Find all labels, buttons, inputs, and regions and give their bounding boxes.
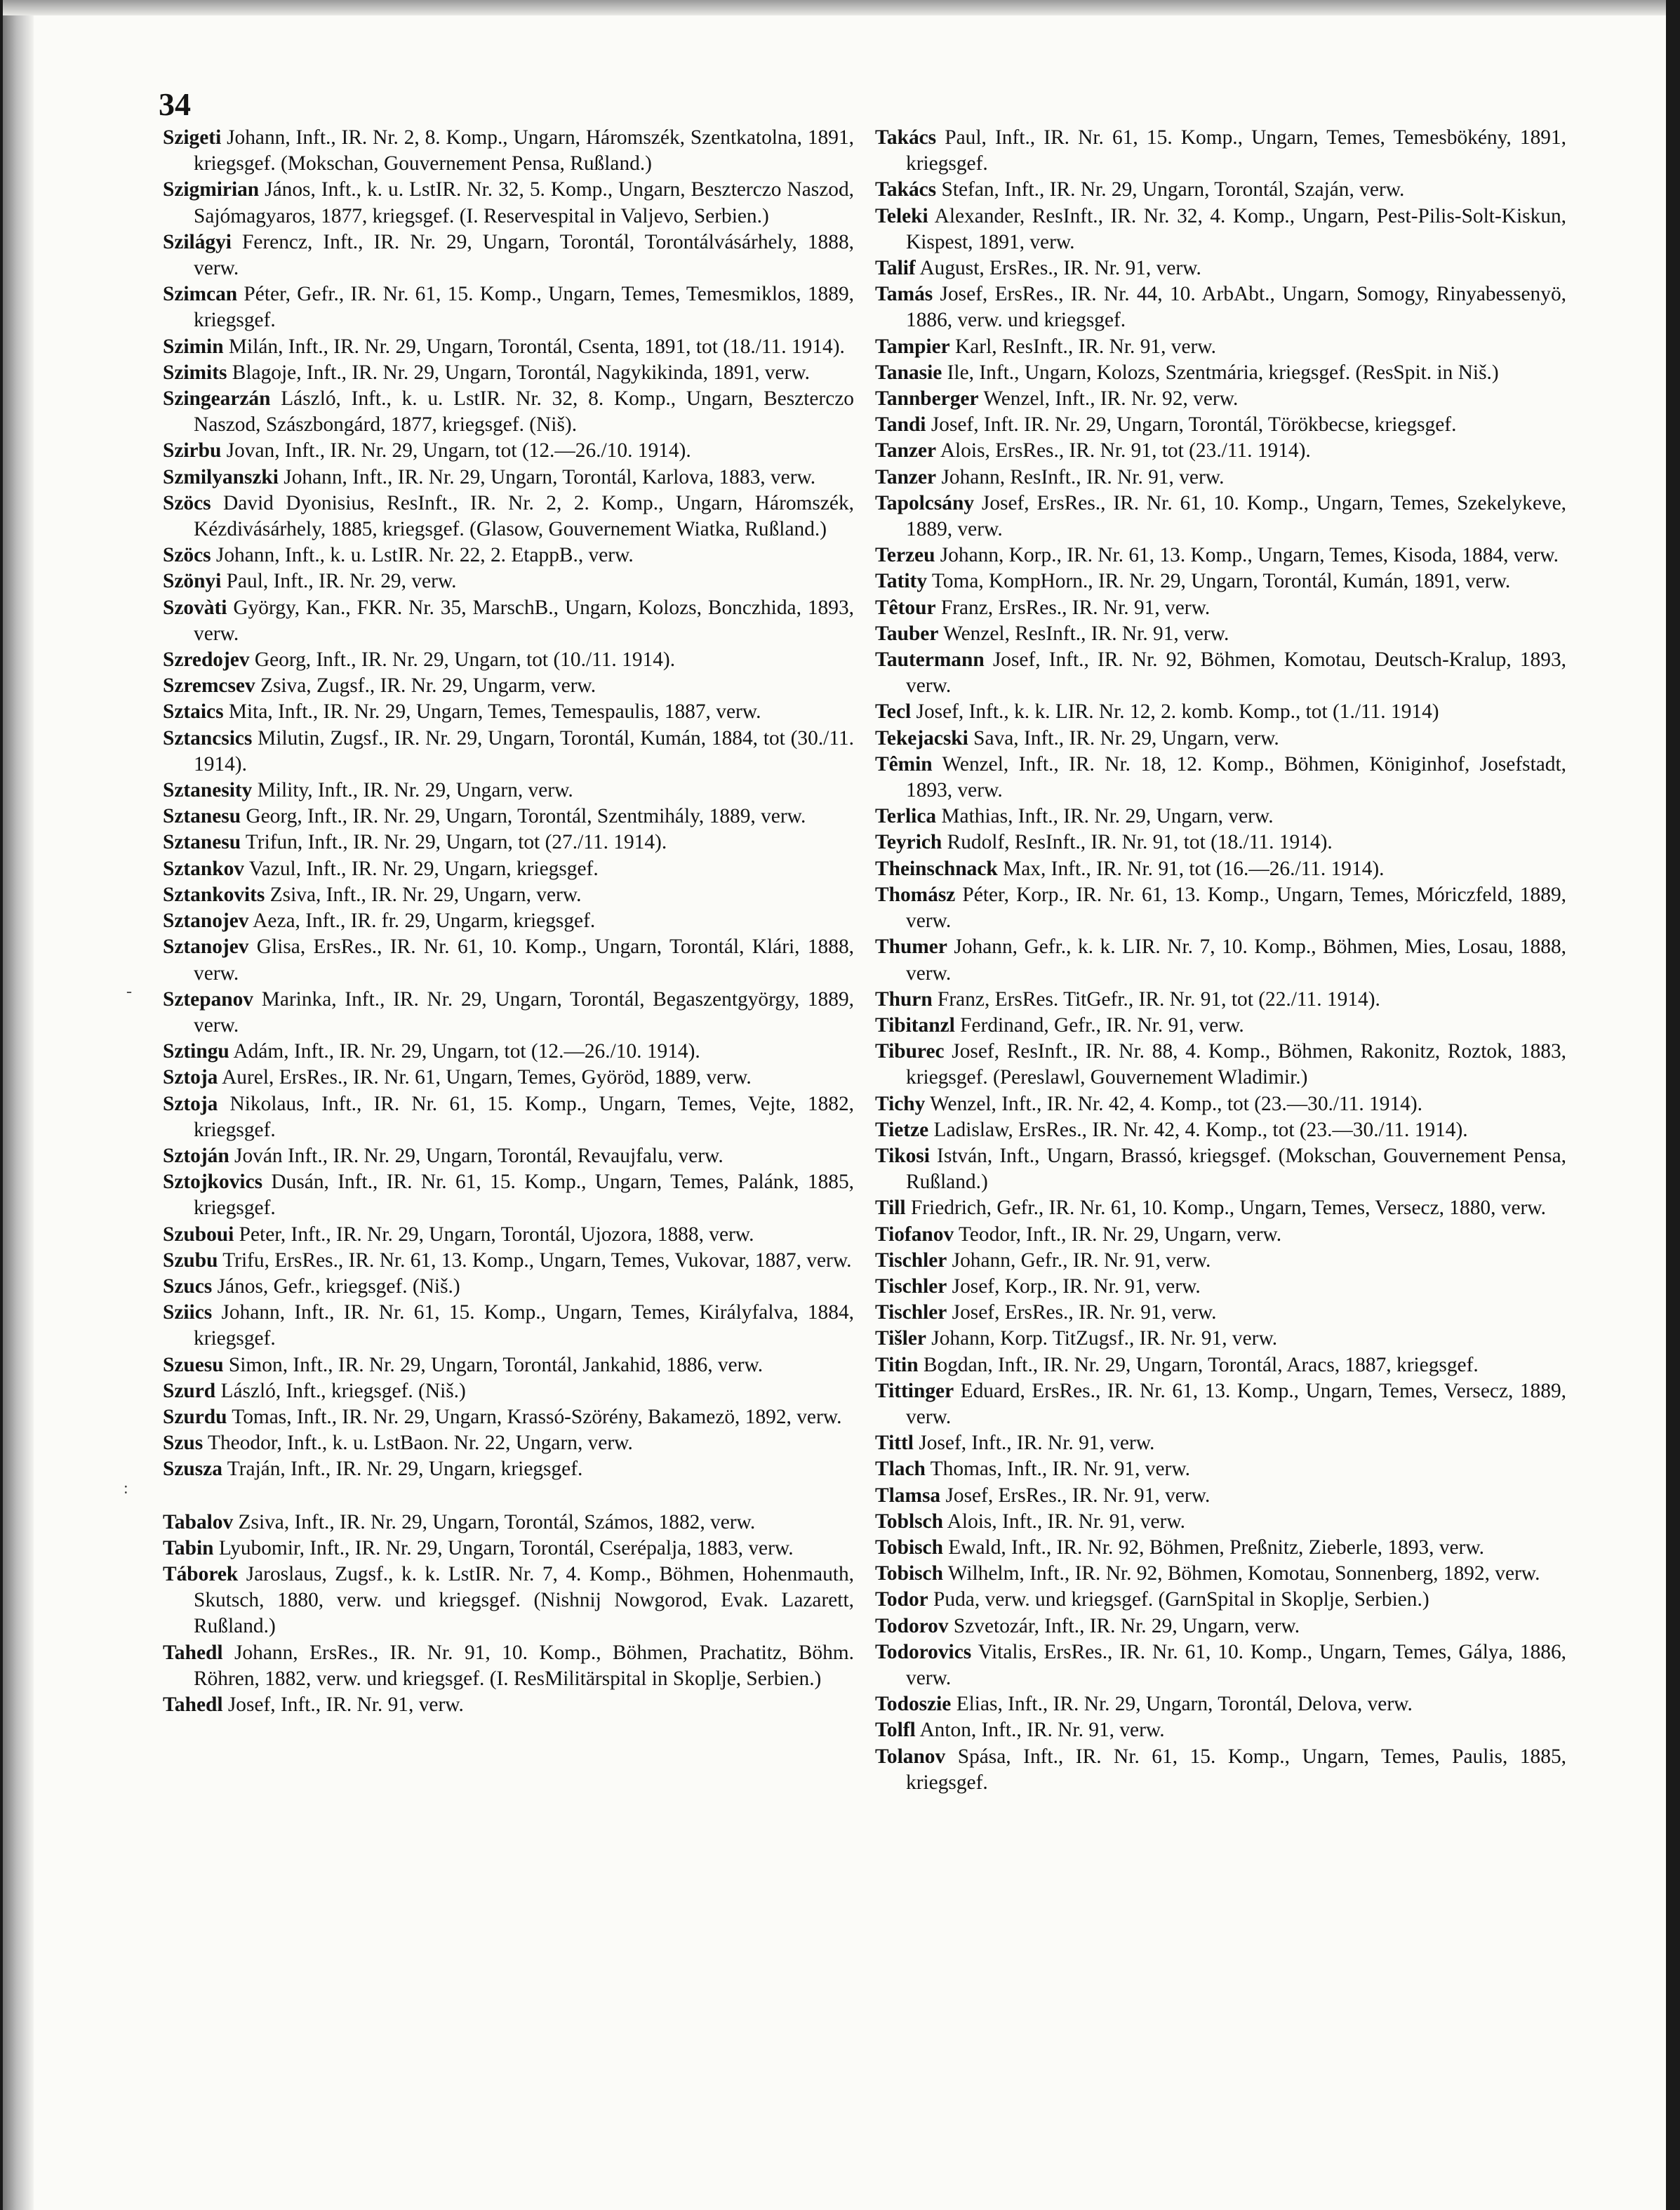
entry-details: Peter, Inft., IR. Nr. 29, Ungarn, Torontál, Ujozora, 1888, verw. xyxy=(234,1223,754,1246)
register-entry xyxy=(163,1640,854,1692)
register-entry xyxy=(875,1352,1566,1378)
register-entry xyxy=(875,699,1566,725)
entry-surname: Sztepanov xyxy=(163,987,254,1011)
register-entry xyxy=(875,412,1566,438)
entry-surname: Takács xyxy=(875,178,937,201)
register-entry xyxy=(875,1561,1566,1587)
entry-surname: Szusza xyxy=(163,1458,222,1481)
register-entry xyxy=(163,1456,854,1482)
left-column xyxy=(163,125,854,1718)
register-entry xyxy=(163,568,854,594)
entry-details: Tomas, Inft., IR. Nr. 29, Ungarn, Krassó-Szörény, Bakamezö, 1892, verw. xyxy=(227,1405,842,1428)
entry-details: György, Kan., FKR. Nr. 35, MarschB., Ungarn, Kolozs, Bonczhida, 1893, verw. xyxy=(194,596,854,645)
entry-details: Zsiva, Inft., IR. Nr. 29, Ungarn, Torontál, Számos, 1882, verw. xyxy=(233,1510,756,1533)
entry-details: Péter, Gefr., IR. Nr. 61, 15. Komp., Ungarn, Temes, Temesmiklos, 1889, kriegsgef. xyxy=(194,283,854,332)
entry-details: Jovan, Inft., IR. Nr. 29, Ungarn, tot (12.—26./10. 1914). xyxy=(221,439,691,462)
register-entry xyxy=(163,1352,854,1378)
register-entry xyxy=(163,934,854,986)
entry-surname: Titin xyxy=(875,1353,919,1376)
entry-details: Josef, ErsRes., IR. Nr. 61, 10. Komp., Ungarn, Temes, Szekelykeve, 1889, verw. xyxy=(906,491,1566,541)
entry-surname: Szubu xyxy=(163,1249,218,1272)
register-entry xyxy=(163,1430,854,1456)
entry-details: Alexander, ResInft., IR. Nr. 32, 4. Komp., Ungarn, Pest-Pilis-Solt-Kiskun, Kispest, 1891, verw. xyxy=(906,204,1566,253)
entry-details: Franz, ErsRes. TitGefr., IR. Nr. 91, tot (22./11. 1914). xyxy=(932,987,1380,1011)
entry-details: August, ErsRes., IR. Nr. 91, verw. xyxy=(915,257,1201,280)
register-entry xyxy=(875,934,1566,986)
register-entry xyxy=(163,125,854,177)
entry-details: Josef, ErsRes., IR. Nr. 91, verw. xyxy=(940,1484,1211,1507)
entry-details: Milutin, Zugsf., IR. Nr. 29, Ungarn, Torontál, Kumán, 1884, tot (30./11. 1914). xyxy=(194,726,854,776)
entry-surname: Szurdu xyxy=(163,1405,227,1428)
register-entry xyxy=(163,281,854,333)
register-entry xyxy=(163,1222,854,1248)
register-entry xyxy=(163,1510,854,1536)
register-entry xyxy=(875,1300,1566,1326)
entry-surname: Tanzer xyxy=(875,465,937,488)
entry-details: Josef, ErsRes., IR. Nr. 91, verw. xyxy=(947,1301,1217,1324)
entry-surname: Tischler xyxy=(875,1301,947,1324)
entry-details: Mita, Inft., IR. Nr. 29, Ungarn, Temes, Temespaulis, 1887, verw. xyxy=(223,700,761,724)
entry-surname: Tichy xyxy=(875,1092,926,1115)
entry-surname: Sztojkovics xyxy=(163,1171,263,1194)
entry-surname: Tittinger xyxy=(875,1379,954,1402)
entry-surname: Tahedl xyxy=(163,1641,223,1664)
entry-surname: Teyrich xyxy=(875,831,942,854)
scan-mark-dash: - xyxy=(126,983,132,1001)
entry-details: Aeza, Inft., IR. fr. 29, Ungarm, kriegsgef. xyxy=(248,910,596,933)
entry-surname: Szigeti xyxy=(163,126,222,149)
entry-surname: Tišler xyxy=(875,1327,926,1350)
entry-details: Teodor, Inft., IR. Nr. 29, Ungarn, verw. xyxy=(954,1223,1282,1246)
entry-surname: Sziics xyxy=(163,1301,213,1324)
entry-details: Friedrich, Gefr., IR. Nr. 61, 10. Komp., Ungarn, Temes, Versecz, 1880, verw. xyxy=(905,1197,1546,1220)
register-entry xyxy=(163,1300,854,1352)
register-entry xyxy=(875,1091,1566,1117)
entry-details: Georg, Inft., IR. Nr. 29, Ungarn, tot (10./11. 1914). xyxy=(249,648,676,672)
entry-details: Paul, Inft., IR. Nr. 61, 15. Komp., Ungarn, Temes, Temesbökény, 1891, kriegsgef. xyxy=(906,126,1566,175)
entry-surname: Tiburec xyxy=(875,1040,945,1063)
register-entry xyxy=(875,1378,1566,1430)
entry-details: Georg, Inft., IR. Nr. 29, Ungarn, Torontál, Szentmihály, 1889, verw. xyxy=(241,805,806,828)
register-entry xyxy=(163,673,854,699)
register-entry xyxy=(163,491,854,542)
register-entry xyxy=(163,726,854,778)
register-entry xyxy=(875,882,1566,934)
entry-details: Johann, Inft., k. u. LstIR. Nr. 22, 2. EtappB., verw. xyxy=(211,544,634,567)
entry-details: Szvetozár, Inft., IR. Nr. 29, Ungarn, verw. xyxy=(948,1614,1300,1637)
entry-details: Johann, Gefr., k. k. LIR. Nr. 7, 10. Komp., Böhmen, Mies, Losau, 1888, verw. xyxy=(906,936,1566,985)
entry-details: Elias, Inft., IR. Nr. 29, Ungarn, Torontál, Delova, verw. xyxy=(951,1693,1413,1716)
entry-surname: Szremcsev xyxy=(163,674,255,698)
register-entry xyxy=(163,1274,854,1300)
register-entry xyxy=(163,908,854,934)
register-entry xyxy=(875,1639,1566,1691)
entry-details: János, Inft., k. u. LstIR. Nr. 32, 5. Komp., Ungarn, Beszterczo Naszod, Sajómagyaros, 1877, kriegsgef. (I. Reservespital in Valjevo, Serbien.) xyxy=(194,178,854,227)
entry-surname: Szuesu xyxy=(163,1353,224,1376)
entry-surname: Szovàti xyxy=(163,596,227,619)
entry-surname: Tecl xyxy=(875,700,912,724)
entry-surname: Tannberger xyxy=(875,387,979,411)
entry-surname: Szuboui xyxy=(163,1223,234,1246)
register-entry xyxy=(875,804,1566,830)
entry-surname: Táborek xyxy=(163,1562,239,1585)
entry-surname: Têmin xyxy=(875,752,933,776)
entry-surname: Thomász xyxy=(875,883,956,906)
register-entry xyxy=(875,334,1566,360)
entry-details: Vitalis, ErsRes., IR. Nr. 61, 10. Komp., Ungarn, Temes, Gálya, 1886, verw. xyxy=(906,1640,1566,1689)
register-entry xyxy=(875,1613,1566,1639)
entry-surname: Sztankov xyxy=(163,857,244,880)
entry-surname: Toblsch xyxy=(875,1510,943,1533)
entry-details: Ladislaw, ErsRes., IR. Nr. 42, 4. Komp., tot (23.—30./11. 1914). xyxy=(928,1118,1468,1141)
entry-surname: Sztanojev xyxy=(163,936,249,959)
entry-details: Josef, ErsRes., IR. Nr. 44, 10. ArbAbt., Ungarn, Somogy, Rinyabessenyö, 1886, verw. und kriegsgef. xyxy=(906,283,1566,332)
entry-surname: Tiofanov xyxy=(875,1223,954,1246)
entry-surname: Tampier xyxy=(875,335,950,358)
register-entry xyxy=(163,386,854,438)
entry-details: Anton, Inft., IR. Nr. 91, verw. xyxy=(915,1719,1165,1742)
register-entry xyxy=(875,1326,1566,1352)
register-entry xyxy=(163,647,854,673)
entry-details: Wenzel, Inft., IR. Nr. 92, verw. xyxy=(978,387,1239,411)
register-entry xyxy=(163,699,854,725)
entry-surname: Thurn xyxy=(875,987,933,1011)
entry-surname: Todorov xyxy=(875,1614,949,1637)
register-entry xyxy=(163,1248,854,1274)
entry-surname: Terzeu xyxy=(875,544,935,567)
register-entry xyxy=(163,1692,854,1718)
entry-details: Jaroslaus, Zugsf., k. k. LstIR. Nr. 7, 4. Komp., Böhmen, Hohenmauth, Skutsch, 1880, verw. und kriegsgef. (Nishnij Nowgorod, Evak. Lazarett, Rußland.) xyxy=(194,1562,854,1638)
entry-details: Bogdan, Inft., IR. Nr. 29, Ungarn, Torontál, Aracs, 1887, kriegsgef. xyxy=(918,1353,1479,1376)
entry-surname: Sztanojev xyxy=(163,910,249,933)
entry-surname: Tischler xyxy=(875,1249,947,1272)
entry-details: Adám, Inft., IR. Nr. 29, Ungarn, tot (12.—26./10. 1914). xyxy=(229,1040,700,1063)
entry-details: Ferdinand, Gefr., IR. Nr. 91, verw. xyxy=(954,1013,1244,1037)
entry-surname: Tolfl xyxy=(875,1719,916,1742)
entry-details: Josef, Inft., IR. Nr. 92, Böhmen, Komotau, Deutsch-Kralup, 1893, verw. xyxy=(906,648,1566,698)
entry-surname: Tabalov xyxy=(163,1510,234,1533)
entry-details: Paul, Inft., IR. Nr. 29, verw. xyxy=(221,570,457,593)
register-entry xyxy=(875,1587,1566,1613)
register-entry xyxy=(875,830,1566,856)
entry-surname: Szöcs xyxy=(163,544,211,567)
register-entry xyxy=(163,1378,854,1404)
entry-surname: Sztancsics xyxy=(163,726,253,750)
entry-surname: Sztoja xyxy=(163,1092,218,1115)
entry-surname: Szönyi xyxy=(163,570,222,593)
entry-surname: Tamás xyxy=(875,283,933,306)
entry-details: Vazul, Inft., IR. Nr. 29, Ungarn, kriegsgef. xyxy=(244,857,599,880)
register-entry xyxy=(875,856,1566,882)
entry-surname: Takács xyxy=(875,126,937,149)
entry-surname: Tlamsa xyxy=(875,1484,941,1507)
entry-surname: Tandi xyxy=(875,413,926,437)
entry-details: Marinka, Inft., IR. Nr. 29, Ungarn, Torontál, Begaszentgyörgy, 1889, verw. xyxy=(194,987,854,1037)
entry-details: Sava, Inft., IR. Nr. 29, Ungarn, verw. xyxy=(968,726,1279,750)
entry-surname: Sztanesu xyxy=(163,831,241,854)
entry-surname: Till xyxy=(875,1197,906,1220)
entry-details: Wenzel, Inft., IR. Nr. 42, 4. Komp., tot (23.—30./11. 1914). xyxy=(925,1092,1422,1115)
entry-details: Mathias, Inft., IR. Nr. 29, Ungarn, verw. xyxy=(936,805,1274,828)
register-entry xyxy=(163,465,854,491)
entry-details: Ile, Inft., Ungarn, Kolozs, Szentmária, kriegsgef. (ResSpit. in Niš.) xyxy=(942,361,1499,384)
register-entry xyxy=(875,726,1566,752)
entry-surname: Tietze xyxy=(875,1118,929,1141)
register-entry xyxy=(163,804,854,830)
entry-details: Ferencz, Inft., IR. Nr. 29, Ungarn, Torontál, Torontálvásárhely, 1888, verw. xyxy=(194,230,854,280)
register-entry xyxy=(163,177,854,229)
entry-details: Dusán, Inft., IR. Nr. 61, 15. Komp., Ungarn, Temes, Palánk, 1885, kriegsgef. xyxy=(194,1171,854,1220)
register-entry xyxy=(875,621,1566,647)
entry-details: Trifu, ErsRes., IR. Nr. 61, 13. Komp., Ungarn, Temes, Vukovar, 1887, verw. xyxy=(218,1249,852,1272)
entry-surname: Tekejacski xyxy=(875,726,968,750)
register-entry xyxy=(875,1143,1566,1195)
register-entry xyxy=(875,1117,1566,1143)
register-entry xyxy=(875,386,1566,412)
register-entry xyxy=(163,542,854,568)
register-entry xyxy=(875,542,1566,568)
entry-surname: Todor xyxy=(875,1588,928,1611)
register-entry xyxy=(875,1248,1566,1274)
entry-details: Zsiva, Inft., IR. Nr. 29, Ungarn, verw. xyxy=(265,883,582,906)
register-entry xyxy=(163,1039,854,1065)
entry-details: Josef, Inft., IR. Nr. 91, verw. xyxy=(913,1432,1155,1455)
entry-details: Zsiva, Zugsf., IR. Nr. 29, Ungarm, verw. xyxy=(255,674,596,698)
entry-details: Nikolaus, Inft., IR. Nr. 61, 15. Komp., Ungarn, Temes, Vejte, 1882, kriegsgef. xyxy=(194,1092,854,1141)
register-entry xyxy=(875,281,1566,333)
entry-surname: Tischler xyxy=(875,1274,947,1298)
entry-details: Toma, KompHorn., IR. Nr. 29, Ungarn, Torontál, Kumán, 1891, verw. xyxy=(927,570,1511,593)
entry-details: Stefan, Inft., IR. Nr. 29, Ungarn, Torontál, Szaján, verw. xyxy=(936,178,1405,201)
entry-surname: Theinschnack xyxy=(875,857,998,880)
entry-surname: Szus xyxy=(163,1432,204,1455)
register-entry xyxy=(875,255,1566,281)
entry-surname: Szingearzán xyxy=(163,387,271,411)
register-entry xyxy=(163,1404,854,1430)
register-entry xyxy=(875,1483,1566,1509)
entry-surname: Tolanov xyxy=(875,1745,946,1768)
entry-surname: Tanzer xyxy=(875,439,937,462)
entry-details: Johann, Gefr., IR. Nr. 91, verw. xyxy=(947,1249,1211,1272)
entry-details: Josef, Inft., k. k. LIR. Nr. 12, 2. komb. Komp., tot (1./11. 1914) xyxy=(911,700,1439,724)
entry-details: Theodor, Inft., k. u. LstBaon. Nr. 22, Ungarn, verw. xyxy=(203,1432,633,1455)
register-entry xyxy=(163,1562,854,1640)
entry-surname: Tlach xyxy=(875,1458,926,1481)
entry-details: László, Inft., kriegsgef. (Niš.) xyxy=(215,1379,466,1402)
entry-surname: Szigmirian xyxy=(163,178,260,201)
entry-details: Alois, Inft., IR. Nr. 91, verw. xyxy=(942,1510,1185,1533)
entry-surname: Tittl xyxy=(875,1432,914,1455)
entry-details: Mility, Inft., IR. Nr. 29, Ungarn, verw. xyxy=(252,779,573,802)
entry-surname: Szucs xyxy=(163,1274,213,1298)
entry-surname: Terlica xyxy=(875,805,937,828)
register-entry xyxy=(875,465,1566,491)
register-entry xyxy=(163,595,854,647)
register-entry xyxy=(163,1536,854,1562)
entry-surname: Szimin xyxy=(163,335,224,358)
entry-details: Johann, Inft., IR. Nr. 29, Ungarn, Torontál, Karlova, 1883, verw. xyxy=(278,465,816,488)
entry-surname: Todorovics xyxy=(875,1640,972,1663)
register-entry xyxy=(163,1091,854,1143)
register-entry xyxy=(875,595,1566,621)
entry-details: Spása, Inft., IR. Nr. 61, 15. Komp., Ungarn, Temes, Paulis, 1885, kriegsgef. xyxy=(906,1745,1566,1794)
entry-surname: Tobisch xyxy=(875,1536,943,1559)
entry-details: Johann, ResInft., IR. Nr. 91, verw. xyxy=(936,465,1225,488)
entry-details: Josef, Korp., IR. Nr. 91, verw. xyxy=(947,1274,1201,1298)
scan-shadow-top xyxy=(3,0,1666,15)
entry-surname: Thumer xyxy=(875,936,947,959)
entry-surname: Tahedl xyxy=(163,1693,223,1716)
entry-details: Ewald, Inft., IR. Nr. 92, Böhmen, Preßnitz, Zieberle, 1893, verw. xyxy=(942,1536,1485,1559)
entry-surname: Sztaics xyxy=(163,700,224,724)
register-entry xyxy=(875,360,1566,386)
entry-surname: Tautermann xyxy=(875,648,985,672)
entry-surname: Szöcs xyxy=(163,491,211,514)
register-entry xyxy=(875,491,1566,542)
register-entry xyxy=(163,856,854,882)
entry-details: Aurel, ErsRes., IR. Nr. 61, Ungarn, Temes, Györöd, 1889, verw. xyxy=(218,1066,752,1089)
entry-surname: Tibitanzl xyxy=(875,1013,955,1037)
entry-surname: Tobisch xyxy=(875,1562,943,1585)
entry-surname: Szredojev xyxy=(163,648,250,672)
entry-details: Josef, Inft. IR. Nr. 29, Ungarn, Torontál, Törökbecse, kriegsgef. xyxy=(926,413,1457,437)
entry-surname: Sztoja xyxy=(163,1066,218,1089)
register-entry xyxy=(163,360,854,386)
register-entry xyxy=(163,1065,854,1091)
register-entry xyxy=(875,987,1566,1013)
entry-details: Johann, Inft., IR. Nr. 61, 15. Komp., Ungarn, Temes, Királyfalva, 1884, kriegsgef. xyxy=(194,1301,854,1350)
entry-surname: Talif xyxy=(875,257,916,280)
entry-surname: Sztingu xyxy=(163,1040,229,1063)
entry-surname: Tatity xyxy=(875,570,928,593)
register-entry xyxy=(875,1039,1566,1091)
entry-details: Trifun, Inft., IR. Nr. 29, Ungarn, tot (27./11. 1914). xyxy=(241,831,667,854)
entry-surname: Szilágyi xyxy=(163,230,232,253)
entry-surname: Sztanesity xyxy=(163,779,253,802)
entry-details: Wenzel, Inft., IR. Nr. 18, 12. Komp., Böhmen, Königinhof, Josefstadt, 1893, verw. xyxy=(906,752,1566,802)
entry-details: Johann, Korp. TitZugsf., IR. Nr. 91, verw. xyxy=(926,1327,1278,1350)
entry-surname: Sztankovits xyxy=(163,883,265,906)
entry-details: Josef, ResInft., IR. Nr. 88, 4. Komp., Böhmen, Rakonitz, Roztok, 1883, kriegsgef. (Pereslawl, Gouvernement Wladimir.) xyxy=(906,1040,1566,1089)
register-entry xyxy=(875,568,1566,594)
entry-details: János, Gefr., kriegsgef. (Niš.) xyxy=(212,1274,460,1298)
entry-surname: Todoszie xyxy=(875,1693,952,1716)
entry-surname: Tabin xyxy=(163,1536,214,1559)
entry-details: Johann, Inft., IR. Nr. 2, 8. Komp., Ungarn, Háromszék, Szentkatolna, 1891, kriegsgef. (Mokschan, Gouvernement Pensa, Rußland.) xyxy=(194,126,854,175)
register-entry xyxy=(875,647,1566,699)
entry-details: David Dyonisius, ResInft., IR. Nr. 2, 2. Komp., Ungarn, Háromszék, Kézdivásárhely, 1885, kriegsgef. (Glasow, Gouvernement Wiatka, Rußland.) xyxy=(194,491,854,541)
register-entry xyxy=(163,987,854,1039)
entry-details: Johann, ErsRes., IR. Nr. 91, 10. Komp., Böhmen, Prachatitz, Böhm. Röhren, 1882, verw. und kriegsgef. (I. ResMilitärspital in Skoplje, Serbien.) xyxy=(194,1641,854,1690)
register-entry xyxy=(875,1222,1566,1248)
entry-details: Thomas, Inft., IR. Nr. 91, verw. xyxy=(925,1458,1190,1481)
entry-details: Blagoje, Inft., IR. Nr. 29, Ungarn, Torontál, Nagykikinda, 1891, verw. xyxy=(227,361,810,384)
entry-details: Traján, Inft., IR. Nr. 29, Ungarn, kriegsgef. xyxy=(222,1458,583,1481)
entry-details: Péter, Korp., IR. Nr. 61, 13. Komp., Ungarn, Temes, Móriczfeld, 1889, verw. xyxy=(906,883,1566,933)
scan-mark-colon: : xyxy=(124,1479,128,1498)
entry-details: Puda, verw. und kriegsgef. (GarnSpital in Skoplje, Serbien.) xyxy=(928,1588,1429,1611)
register-entry xyxy=(163,830,854,856)
register-entry xyxy=(875,1195,1566,1221)
entry-details: Karl, ResInft., IR. Nr. 91, verw. xyxy=(949,335,1216,358)
entry-surname: Tapolcsány xyxy=(875,491,975,514)
entry-details: István, Inft., Ungarn, Brassó, kriegsgef. (Mokschan, Gouvernement Pensa, Rußland.) xyxy=(906,1144,1566,1194)
register-entry xyxy=(875,177,1566,203)
register-entry xyxy=(163,778,854,804)
register-entry xyxy=(875,1509,1566,1535)
register-entry xyxy=(875,1430,1566,1456)
entry-details: Josef, Inft., IR. Nr. 91, verw. xyxy=(222,1693,464,1716)
entry-details: Max, Inft., IR. Nr. 91, tot (16.—26./11. 1914). xyxy=(997,857,1385,880)
register-entry xyxy=(875,1274,1566,1300)
register-entry xyxy=(875,438,1566,464)
entry-surname: Sztanesu xyxy=(163,805,241,828)
entry-details: Milán, Inft., IR. Nr. 29, Ungarn, Torontál, Csenta, 1891, tot (18./11. 1914). xyxy=(223,335,845,358)
entry-surname: Szurd xyxy=(163,1379,216,1402)
entry-details: Rudolf, ResInft., IR. Nr. 91, tot (18./11. 1914). xyxy=(942,831,1333,854)
entry-details: Jován Inft., IR. Nr. 29, Ungarn, Torontál, Revaujfalu, verw. xyxy=(229,1144,724,1167)
register-entry xyxy=(875,1744,1566,1796)
entry-details: László, Inft., k. u. LstIR. Nr. 32, 8. Komp., Ungarn, Beszterczo Naszod, Szászbongárd, 1877, kriegsgef. (Niš). xyxy=(194,387,854,437)
entry-surname: Szmilyanszki xyxy=(163,465,279,488)
entry-details: Johann, Korp., IR. Nr. 61, 13. Komp., Ungarn, Temes, Kisoda, 1884, verw. xyxy=(935,544,1559,567)
entry-surname: Szimcan xyxy=(163,283,238,306)
register-entry xyxy=(163,1169,854,1221)
register-entry xyxy=(875,752,1566,804)
register-entry xyxy=(875,1691,1566,1717)
entry-surname: Sztoján xyxy=(163,1144,229,1167)
register-entry xyxy=(163,334,854,360)
page-number: 34 xyxy=(159,86,191,122)
register-entry xyxy=(875,1013,1566,1039)
entry-details: Lyubomir, Inft., IR. Nr. 29, Ungarn, Torontál, Cserépalja, 1883, verw. xyxy=(213,1536,794,1559)
register-entry xyxy=(163,438,854,464)
register-entry xyxy=(875,1717,1566,1743)
entry-surname: Tikosi xyxy=(875,1144,930,1167)
register-entry xyxy=(875,1535,1566,1561)
entry-surname: Têtour xyxy=(875,596,936,619)
register-entry xyxy=(875,1456,1566,1482)
entry-details: Wenzel, ResInft., IR. Nr. 91, verw. xyxy=(938,622,1229,645)
register-entry xyxy=(163,229,854,281)
scan-shadow-left xyxy=(3,0,34,2210)
register-entry xyxy=(163,882,854,908)
entry-details: Alois, ErsRes., IR. Nr. 91, tot (23./11. 1914). xyxy=(936,439,1311,462)
entry-details: Wilhelm, Inft., IR. Nr. 92, Böhmen, Komotau, Sonnenberg, 1892, verw. xyxy=(942,1562,1540,1585)
document-page xyxy=(3,0,1666,2210)
entry-surname: Tanasie xyxy=(875,361,942,384)
entry-surname: Szimits xyxy=(163,361,227,384)
entry-details: Glisa, ErsRes., IR. Nr. 61, 10. Komp., Ungarn, Torontál, Klári, 1888, verw. xyxy=(194,936,854,985)
right-column xyxy=(875,125,1566,1796)
entry-surname: Szirbu xyxy=(163,439,222,462)
entry-surname: Teleki xyxy=(875,204,928,227)
entry-details: Simon, Inft., IR. Nr. 29, Ungarn, Torontál, Jankahid, 1886, verw. xyxy=(223,1353,764,1376)
entry-details: Eduard, ErsRes., IR. Nr. 61, 13. Komp., Ungarn, Temes, Versecz, 1889, verw. xyxy=(906,1379,1566,1428)
register-entry xyxy=(875,204,1566,255)
register-entry xyxy=(163,1143,854,1169)
entry-details: Franz, ErsRes., IR. Nr. 91, verw. xyxy=(935,596,1211,619)
entry-surname: Tauber xyxy=(875,622,939,645)
register-entry xyxy=(875,125,1566,177)
